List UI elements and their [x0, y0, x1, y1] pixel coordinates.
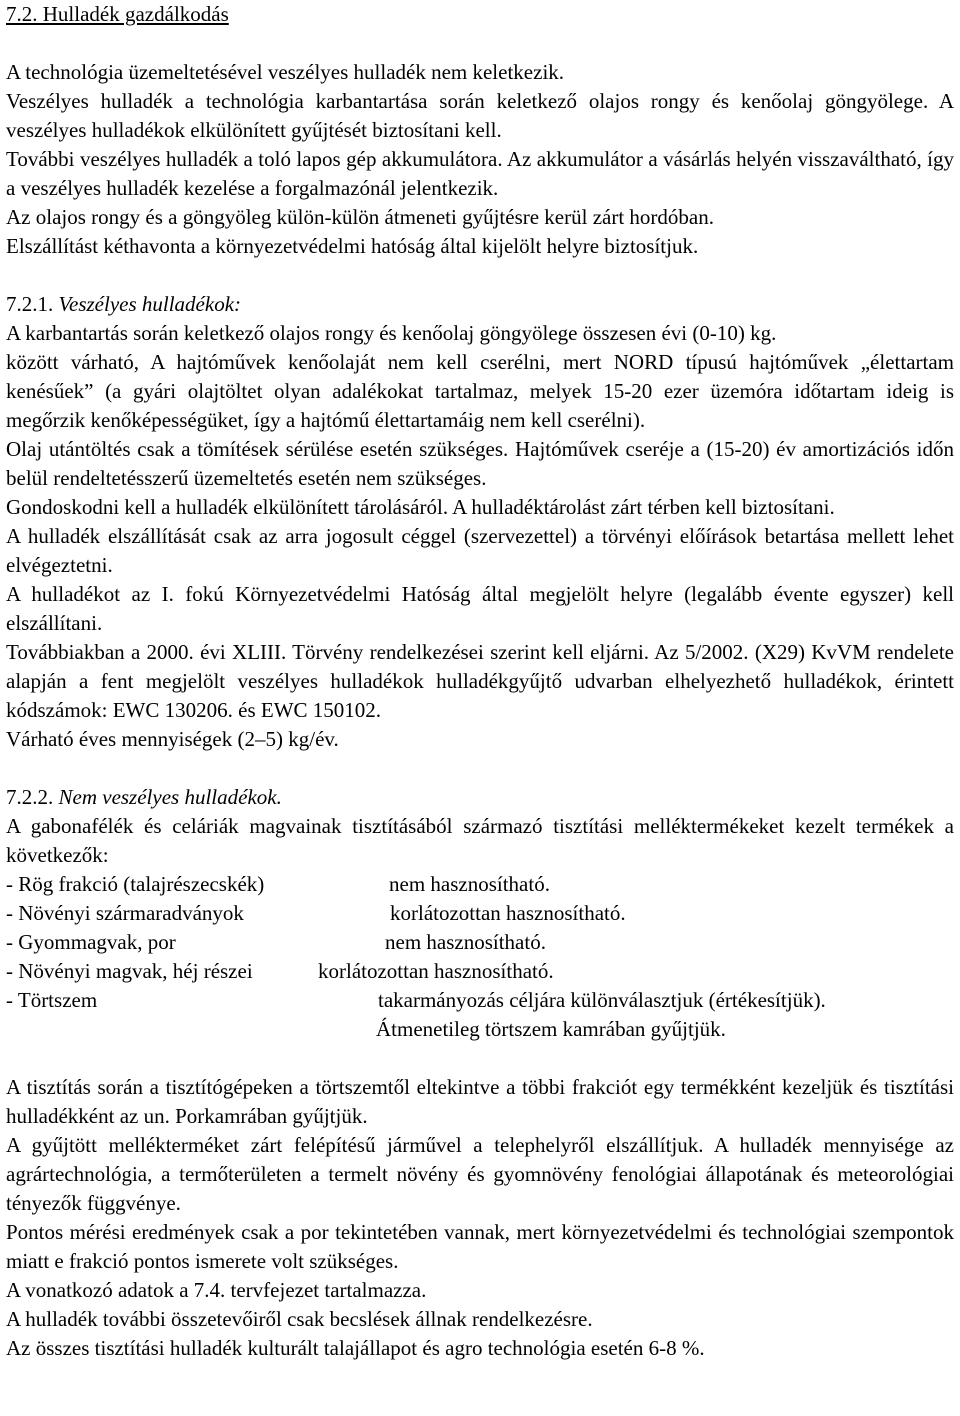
waste-item-name	[6, 1015, 376, 1044]
section-title: 7.2. Hulladék gazdálkodás	[6, 2, 229, 26]
spacer	[6, 1044, 954, 1073]
subsection-number: 7.2.1.	[6, 292, 59, 316]
hazardous-paragraph: Várható éves mennyiségek (2–5) kg/év.	[6, 727, 339, 751]
waste-item-status: korlátozottan hasznosítható.	[390, 901, 626, 925]
nonhazardous-paragraph: A gyűjtött mellékterméket zárt felépítésű járművel a telephelyről elszállítjuk. A hulladék mennyisége az agrártechnológia, a termőterületen a termelt növény és gyomnövény fenológiai állapotának és meteorológiai tényezők függvénye.	[6, 1133, 954, 1215]
nonhazardous-intro: A gabonafélék és celáriák magvainak tisztításából származó tisztítási melléktermékeket kezelt termékek a következők:	[6, 814, 954, 867]
subsection-heading-nonhazardous	[6, 783, 954, 812]
nonhazardous-paragraph: Pontos mérési eredmények csak a por tekintetében vannak, mert környezetvédelmi és technológiai szempontok miatt e frakció pontos ismerete volt szükséges.	[6, 1220, 954, 1273]
subsection-heading-hazardous	[6, 290, 954, 319]
nonhazardous-paragraph: Az összes tisztítási hulladék kulturált talajállapot és agro technológia esetén 6-8 %.	[6, 1336, 705, 1360]
waste-item-name: - Gyommagvak, por	[6, 930, 176, 954]
intro-paragraph: A technológia üzemeltetésével veszélyes hulladék nem keletkezik.	[6, 60, 565, 84]
intro-paragraph: Az olajos rongy és a göngyöleg külön-külön átmeneti gyűjtésre kerül zárt hordóban.	[6, 205, 714, 229]
waste-item-status: takarmányozás céljára különválasztjuk (értékesítjük).	[378, 988, 826, 1012]
nonhazardous-paragraph: A tisztítás során a tisztítógépeken a törtszemtől eltekintve a többi frakciót egy termékként kezeljük és tisztítási hulladékként az un. Porkamrában gyűjtjük.	[6, 1075, 954, 1128]
waste-item-name: - Rög frakció (talajrészecskék)	[6, 872, 265, 896]
waste-item-name: - Növényi magvak, héj részei	[6, 959, 253, 983]
subsection-title: Nem veszélyes hulladékok.	[58, 785, 282, 809]
waste-list-item	[6, 986, 954, 1015]
waste-item-status: nem hasznosítható.	[385, 930, 546, 954]
waste-list-item	[6, 899, 954, 928]
waste-list-item	[6, 957, 954, 986]
nonhazardous-paragraph: A hulladék további összetevőiről csak becslések állnak rendelkezésre.	[6, 1307, 593, 1331]
hazardous-paragraph: között várható, A hajtóművek kenőolaját nem kell cserélni, mert NORD típusú hajtóművek „élettartam kenésűek” (a gyári olajtöltet olyan adalékokat tartalmaz, melyek 15-20 ezer üzemóra időtartam ideig is megőrzik kenőképességüket, így a hajtómű élettartamáig nem kell cserélni).	[6, 350, 954, 432]
spacer	[6, 754, 954, 783]
intro-paragraph: Veszélyes hulladék a technológia karbantartása során keletkező olajos rongy és kenőolaj göngyölege. A veszélyes hulladékok elkülönített gyűjtését biztosítani kell.	[6, 89, 954, 142]
hazardous-paragraph: A hulladékot az I. fokú Környezetvédelmi Hatóság által megjelölt helyre (legalább évente egyszer) kell elszállítani.	[6, 582, 954, 635]
nonhazardous-paragraph: A vonatkozó adatok a 7.4. tervfejezet tartalmazza.	[6, 1278, 427, 1302]
intro-paragraph: Elszállítást kéthavonta a környezetvédelmi hatóság által kijelölt helyre biztosítjuk.	[6, 234, 699, 258]
waste-list-item	[6, 928, 954, 957]
intro-paragraph: További veszélyes hulladék a toló lapos gép akkumulátora. Az akkumulátor a vásárlás helyén visszaváltható, így a veszélyes hulladék kezelése a forgalmazónál jelentkezik.	[6, 147, 954, 200]
waste-list-item	[6, 870, 954, 899]
waste-item-status: Átmenetileg törtszem kamrában gyűjtjük.	[376, 1017, 726, 1041]
spacer	[6, 261, 954, 290]
spacer	[6, 29, 954, 58]
hazardous-paragraph: Olaj utántöltés csak a tömítések sérülése esetén szükséges. Hajtóművek cseréje a (15-20) év amortizációs időn belül rendeltetésszerű üzemeltetés esetén nem szükséges.	[6, 437, 954, 490]
subsection-number: 7.2.2.	[6, 785, 59, 809]
hazardous-paragraph: A karbantartás során keletkező olajos rongy és kenőolaj göngyölege összesen évi (0-10) kg.	[6, 321, 777, 345]
hazardous-paragraph: Továbbiakban a 2000. évi XLIII. Törvény rendelkezései szerint kell eljárni. Az 5/2002. (X29) KvVM rendelete alapján a fent megjelölt veszélyes hulladékok hulladékgyűjtő udvarban elhelyezhető hulladékok, érintett kódszámok: EWC 130206. és EWC 150102.	[6, 640, 954, 722]
waste-item-status: nem hasznosítható.	[389, 872, 550, 896]
hazardous-paragraph: Gondoskodni kell a hulladék elkülönített tárolásáról. A hulladéktárolást zárt térben kell biztosítani.	[6, 495, 835, 519]
waste-item-status: korlátozottan hasznosítható.	[318, 959, 554, 983]
hazardous-paragraph: A hulladék elszállítását csak az arra jogosult céggel (szervezettel) a törvényi előírások betartása mellett lehet elvégeztetni.	[6, 524, 954, 577]
waste-list-item	[6, 1015, 954, 1044]
subsection-title: Veszélyes hulladékok:	[58, 292, 242, 316]
waste-item-name: - Törtszem	[6, 988, 98, 1012]
waste-item-name: - Növényi szármaradványok	[6, 901, 244, 925]
